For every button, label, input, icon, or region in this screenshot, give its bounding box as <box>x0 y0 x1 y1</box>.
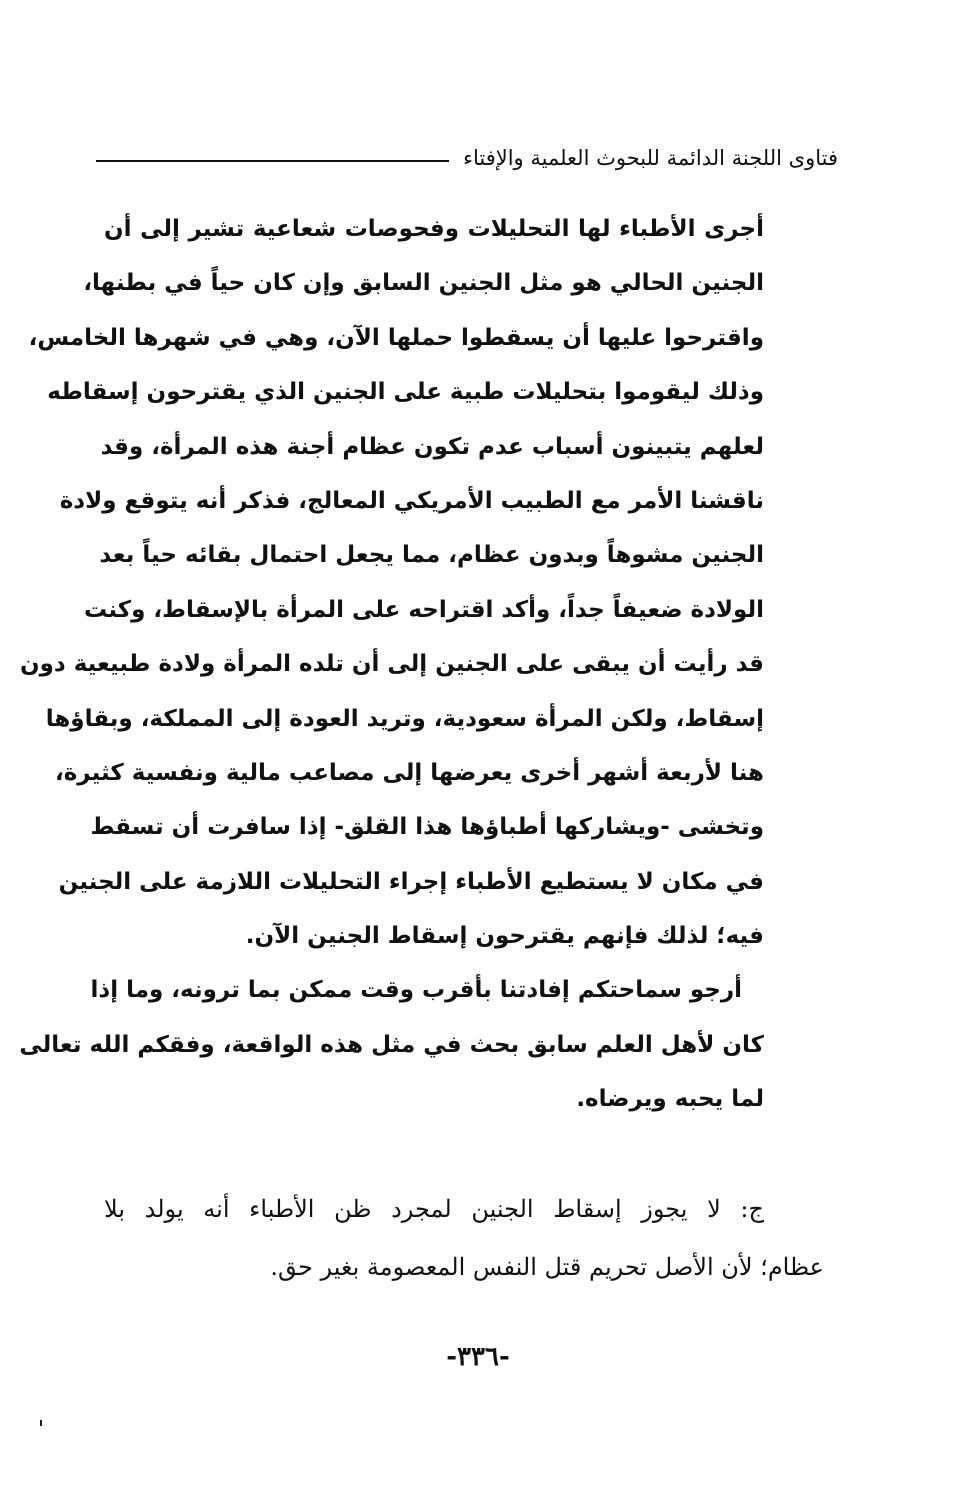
question-line: واقترحوا عليها أن يسقطوا حملها الآن، وهي في شهرها الخامس، <box>28 324 764 351</box>
question-text <box>19 202 764 1127</box>
question-line: فيه؛ لذلك فإنهم يقترحون إسقاط الجنين الآن. <box>245 923 764 950</box>
question-line: قد رأيت أن يبقى على الجنين إلى أن تلده المرأة ولادة طبيعية دون <box>19 651 764 678</box>
question-line: هنا لأربعة أشهر أخرى يعرضها إلى مصاعب مالية ونفسية كثيرة، <box>54 759 764 786</box>
question-line: ناقشنا الأمر مع الطبيب الأمريكي المعالج، فذكر أنه يتوقع ولادة <box>59 487 764 514</box>
question-line: في مكان لا يستطيع الأطباء إجراء التحليلات اللازمة على الجنين <box>58 868 764 895</box>
answer-line: ج: لا يجوز إسقاط الجنين لمجرد ظن الأطباء أنه يولد بلا <box>104 1195 764 1223</box>
question-line: الجنين الحالي هو مثل الجنين السابق وإن كان حياً في بطنها، <box>83 270 764 297</box>
answer-text <box>104 1180 824 1296</box>
header-rule <box>96 160 449 162</box>
question-line: أجرى الأطباء لها التحليلات وفحوصات شعاعية تشير إلى أن <box>104 216 764 242</box>
question-line: إسقاط، ولكن المرأة سعودية، وتريد العودة إلى المملكة، وبقاؤها <box>45 705 764 732</box>
page-number: -٣٣٦- <box>446 1342 510 1372</box>
running-header <box>96 138 838 178</box>
header-title: فتاوى اللجنة الدائمة للبحوث العلمية والإفتاء <box>463 146 838 170</box>
request-line: أرجو سماحتكم إفادتنا بأقرب وقت ممكن بما ترونه، وما إذا <box>90 977 742 1004</box>
question-line: وذلك ليقوموا بتحليلات طبية على الجنين الذي يقترحون إسقاطه <box>47 379 764 406</box>
question-line: الولادة ضعيفاً جداً، وأكد اقتراحه على المرأة بالإسقاط، وكنت <box>84 596 764 623</box>
request-line: كان لأهل العلم سابق بحث في مثل هذه الواقعة، وفقكم الله تعالى <box>19 1031 764 1058</box>
question-line: لعلهم يتبينون أسباب عدم تكون عظام أجنة هذه المرأة، وقد <box>100 433 764 460</box>
scan-speck <box>40 1420 42 1426</box>
request-line: لما يحبه ويرضاه. <box>576 1086 764 1113</box>
answer-line: عظام؛ لأن الأصل تحريم قتل النفس المعصومة بغير حق. <box>270 1253 824 1281</box>
question-line: الجنين مشوهاً وبدون عظام، مما يجعل احتمال بقائه حياً بعد <box>99 542 764 569</box>
question-line: وتخشى -ويشاركها أطباؤها هذا القلق- إذا سافرت أن تسقط <box>90 814 764 841</box>
